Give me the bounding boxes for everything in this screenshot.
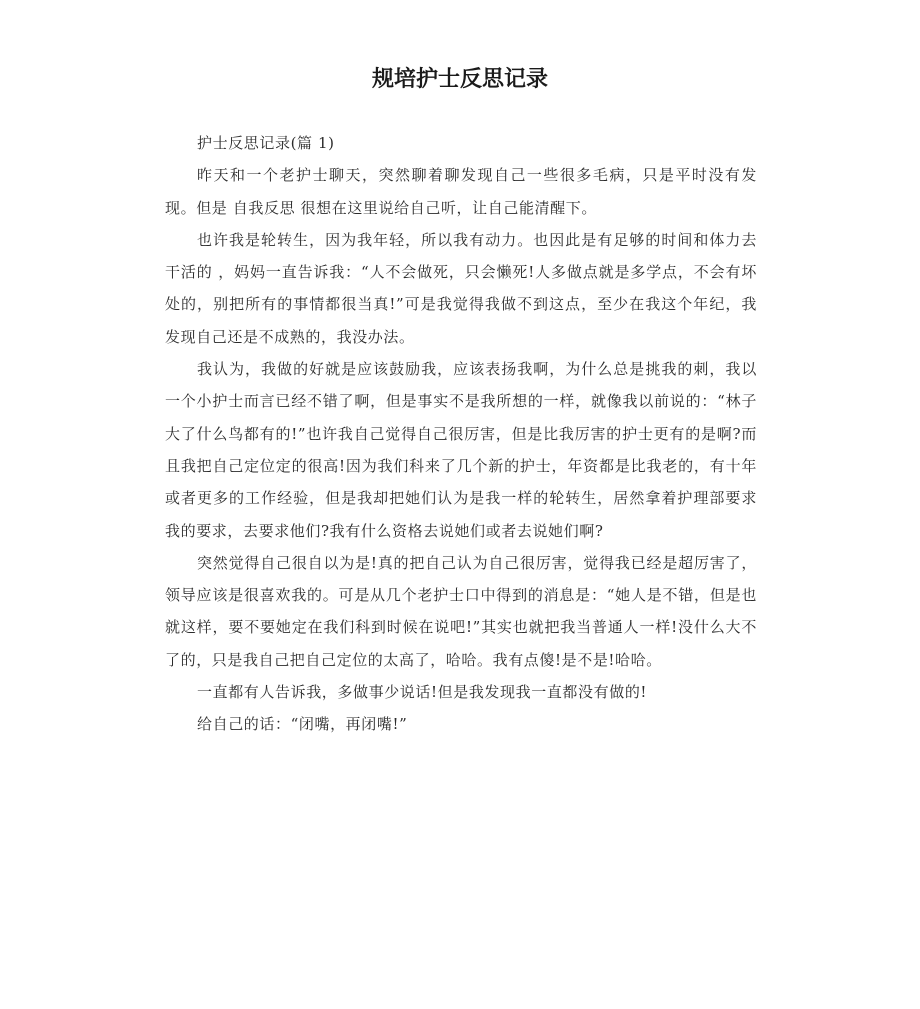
section-heading: 护士反思记录(篇 1) (197, 134, 335, 152)
document-body (165, 127, 757, 741)
paragraph: 一直都有人告诉我，多做事少说话!但是我发现我一直都没有做的! (197, 683, 648, 702)
paragraph: 我认为，我做的好就是应该鼓励我，应该表扬我啊，为什么总是挑我的刺，我以一个小护士而言已经不错了啊，但是事实不是我所想的一样，就像我以前说的：“林子大了什么鸟都有的!”也许我自己觉得自己很厉害，但是比我厉害的护士更有的是啊?而且我把自己定位定的很高!因为我们科来了几个新的护士，年资都是比我老的，有十年或者更多的工作经验，但是我却把她们认为是我一样的轮转生，居然拿着护理部要求我的要求，去要求他们?我有什么资格去说她们或者去说她们啊? (165, 360, 757, 540)
paragraph: 给自己的话：“闭嘴，再闭嘴!” (197, 715, 408, 734)
document-title: 规培护士反思记录 (371, 67, 548, 92)
paragraph: 昨天和一个老护士聊天，突然聊着聊发现自己一些很多毛病，只是平时没有发现。但是 自我反思 很想在这里说给自己听，让自己能清醒下。 (165, 166, 757, 217)
paragraph: 也许我是轮转生，因为我年轻，所以我有动力。也因此是有足够的时间和体力去干活的 ，妈妈一直告诉我：“人不会做死，只会懒死!人多做点就是多学点，不会有坏处的，别把所有的事情都很当真!”可是我觉得我做不到这点，至少在我这个年纪，我发现自己还是不成熟的，我没办法。 (165, 230, 757, 346)
paragraph: 突然觉得自己很自以为是!真的把自己认为自己很厉害，觉得我已经是超厉害了，领导应该是很喜欢我的。可是从几个老护士口中得到的消息是：“她人是不错，但是也就这样，要不要她定在我们科到时候在说吧!”其实也就把我当普通人一样!没什么大不了的，只是我自己把自己定位的太高了，哈哈。我有点傻!是不是!哈哈。 (165, 553, 757, 669)
